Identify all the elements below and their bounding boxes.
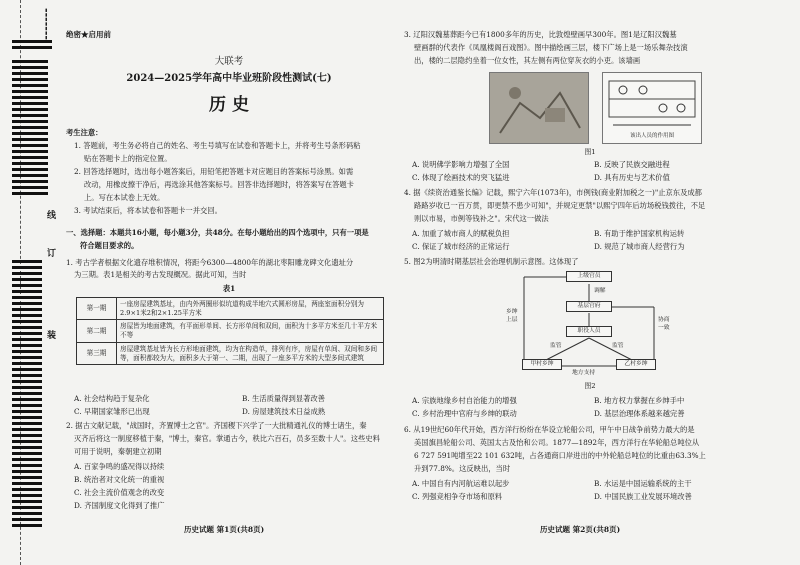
q1-stem: 为三期。表1是相关的考古发现概况。据此可知，当时 xyxy=(74,270,247,279)
barcode-bar xyxy=(12,332,42,335)
q2-option-c[interactable]: C. 社会主流价值观念的改变 xyxy=(74,488,165,497)
q3-option-c[interactable]: C. 体现了绘画技术的突飞猛进 xyxy=(412,173,510,182)
q6-option-b[interactable]: B. 水运是中国运输系统的主干 xyxy=(594,479,692,488)
q3-stem: 出，楼的二层隐约坐着一位女性，其左侧有两位穿灰衣的小吏。该墙画 xyxy=(414,56,641,65)
barcode-bar xyxy=(12,494,42,497)
barcode-bar xyxy=(12,380,42,383)
q4-option-c[interactable]: C. 保证了城市经济的正常运行 xyxy=(412,242,510,251)
barcode-bar xyxy=(12,290,42,293)
q2-stem: 2. 据古文献记载，"战国时，齐置博士之官"。齐国稷下兴学了一大批精通礼仪的博士诸生，秦 xyxy=(66,421,367,430)
q1-table-title: 表1 xyxy=(222,284,236,293)
barcode-bar xyxy=(12,350,42,353)
page-footer-right: 历史试题 第2页(共8页) xyxy=(540,525,621,534)
barcode-bar xyxy=(12,180,48,183)
seal-char-xian: 线 xyxy=(45,210,55,219)
barcode-bar xyxy=(12,524,42,527)
label-local-support: 地方支持 xyxy=(572,370,596,376)
mural-sketch-image xyxy=(603,73,701,133)
barcode-bar xyxy=(12,46,52,49)
q4-stem: 4. 据《续资治通鉴长编》记载，熙宁六年(1073年)，市例钱(商业附加税之一)"止京东及成都 xyxy=(404,188,702,197)
table-cell xyxy=(117,298,384,320)
barcode-bar xyxy=(12,422,42,425)
seal-char-ding: 订 xyxy=(45,248,55,257)
barcode-bar xyxy=(12,132,48,135)
barcode-bar xyxy=(12,320,42,323)
barcode-bar xyxy=(12,186,48,189)
barcode-bar xyxy=(12,476,42,479)
barcode-bar xyxy=(12,434,42,437)
q4-option-d[interactable]: D. 规范了城市商人经营行为 xyxy=(594,242,685,251)
q6-stem: 6. 从19世纪60年代开始，西方洋行纷纷在华设立轮船公司，甲午中日战争前势力最大的是 xyxy=(404,425,695,434)
barcode-bar xyxy=(12,440,42,443)
barcode-bar xyxy=(12,410,42,413)
barcode-bar xyxy=(12,488,42,491)
label-mediation: 调解 xyxy=(594,288,606,294)
q1-option-d[interactable]: D. 房屋建筑技术日益成熟 xyxy=(242,407,326,416)
barcode-bar xyxy=(12,78,48,81)
table-row xyxy=(77,298,384,320)
q2-option-b[interactable]: B. 统治者对文化统一的重视 xyxy=(74,475,165,484)
q4-stem: 则以市易，市例等钱补之"。宋代这一做法 xyxy=(414,214,549,223)
secret-label: 绝密★启用前 xyxy=(66,30,111,39)
label-gentry-upper: 乡绅上层 xyxy=(506,309,518,323)
q5-option-b[interactable]: B. 地方权力掌握在乡绅手中 xyxy=(594,396,685,405)
table-row xyxy=(77,342,384,364)
barcode-bar xyxy=(12,302,42,305)
q4-option-b[interactable]: B. 有助于维护国家机构运转 xyxy=(594,229,685,238)
barcode-bar xyxy=(12,482,42,485)
barcode-bar xyxy=(12,512,42,515)
barcode-bar xyxy=(12,374,42,377)
governance-diagram xyxy=(504,271,674,379)
barcode-bar xyxy=(12,138,48,141)
mural-photo xyxy=(489,72,589,144)
barcode-bar xyxy=(12,40,52,43)
q1-option-b[interactable]: B. 生活质量得到显著改善 xyxy=(242,394,325,403)
binding-mark: ------- xyxy=(40,8,53,40)
table-phase: 第二期 xyxy=(77,320,117,342)
note-line: 3. 考试结束后，将本试卷和答题卡一并交回。 xyxy=(74,206,222,215)
sketch-caption: 该出人员的作用图 xyxy=(629,132,674,139)
mural-image xyxy=(490,73,588,143)
q4-stem: 路路岁收已一百万贯，即更禁不患少可知"，并规定更禁"以熙宁四年后坊场税钱拨往，不足 xyxy=(414,201,706,210)
barcode-bar xyxy=(12,120,48,123)
barcode-bar xyxy=(12,162,48,165)
q5-option-a[interactable]: A. 宗族地缘乡村自治能力的增强 xyxy=(412,396,517,405)
barcode-bar xyxy=(12,392,42,395)
barcode-bar xyxy=(12,428,42,431)
barcode-bar xyxy=(12,96,48,99)
q5-option-c[interactable]: C. 乡村治理中官府与乡绅的联动 xyxy=(412,409,517,418)
q6-option-d[interactable]: D. 中国民族工业发展环境改善 xyxy=(594,492,692,501)
barcode-bar xyxy=(12,126,48,129)
exam-group: 大联考 xyxy=(214,56,244,67)
barcode-bar xyxy=(12,338,42,341)
barcode-bar xyxy=(12,464,42,467)
barcode-bar xyxy=(12,386,42,389)
barcode-bar xyxy=(12,458,42,461)
q6-stem: 升到77.8%。这反映出，当时 xyxy=(414,464,511,473)
cell-line: 不等 xyxy=(120,331,134,340)
barcode-bar xyxy=(12,90,48,93)
barcode-bar xyxy=(12,416,42,419)
q2-option-d[interactable]: D. 齐国制度文化得到了推广 xyxy=(74,501,165,510)
cell-line: 等，面积都较为大，面积多大于第一、二期，出现了一座多平方米的大型多间式建筑 xyxy=(120,353,364,362)
q2-stem: 灭齐后将这一制度移植于秦，"博士，秦官。掌通古今，秩比六百石，员多至数十人"。这些史料 xyxy=(74,434,380,443)
table-cell xyxy=(117,320,384,342)
page-1 xyxy=(66,0,392,565)
barcode-bar xyxy=(12,174,48,177)
q2-stem: 可用于说明，秦朝建立初期 xyxy=(74,447,162,456)
note-line: 贴在答题卡上的指定位置。 xyxy=(84,154,172,163)
q6-option-c[interactable]: C. 列强竞相争夺市场和原料 xyxy=(412,492,503,501)
binding-strip xyxy=(0,0,66,565)
barcode-bar xyxy=(12,114,48,117)
table-phase: 第一期 xyxy=(77,298,117,320)
note-line: 上。写在本试卷上无效。 xyxy=(84,193,165,202)
barcode-bar xyxy=(12,500,42,503)
table-phase: 第三期 xyxy=(77,342,117,364)
barcode-bar xyxy=(12,452,42,455)
q3-option-b[interactable]: B. 反映了民族交融进程 xyxy=(594,160,670,169)
node-superior-official: 上级官员 xyxy=(566,271,612,282)
q1-option-a[interactable]: A. 社会结构趋于复杂化 xyxy=(74,394,150,403)
barcode-bar xyxy=(12,72,48,75)
q3-option-a[interactable]: A. 说明佛学影响力增强了全国 xyxy=(412,160,510,169)
note-line: 改动，用橡皮擦干净后，再选涂其他答案标号。回答非选择题时，将答案写在答题卡 xyxy=(84,180,354,189)
barcode-bar xyxy=(12,84,48,87)
q5-stem: 5. 图2为明清时期基层社会治理机制示意图。这体现了 xyxy=(404,257,579,266)
barcode-bar xyxy=(12,144,48,147)
section-instruction: 符合题目要求的。 xyxy=(80,241,139,250)
q5-option-d[interactable]: D. 基层治理体系越来越完善 xyxy=(594,409,685,418)
q3-stem: 壁画群的代表作《凤凰楼阁百戏图》。图中描绘画三层，楼下广场上是一场乐舞杂技演 xyxy=(414,43,688,52)
seal-char-zhuang: 装 xyxy=(45,330,55,339)
table-row xyxy=(77,320,384,342)
barcode-bar xyxy=(12,506,42,509)
label-supervise-right: 监管 xyxy=(612,343,624,349)
node-service-staff: 职役人员 xyxy=(566,326,612,337)
barcode-bar xyxy=(12,356,42,359)
cell-line: 房屋皆为地面建筑，有平面形单间、长方形单间和双间，面积为十多平方米至几十平方米 xyxy=(120,322,378,331)
barcode-bar xyxy=(12,398,42,401)
barcode-bar xyxy=(12,308,42,311)
barcode-bar xyxy=(12,404,42,407)
barcode-bar xyxy=(12,260,42,263)
q1-option-c[interactable]: C. 早期国家雏形已出现 xyxy=(74,407,150,416)
barcode-bar xyxy=(12,284,42,287)
page-footer-left: 历史试题 第1页(共8页) xyxy=(184,525,265,534)
q6-stem: 6 727 591吨增至22 101 632吨，占各通商口岸进出的中外轮船总吨位的比重由63.3%上 xyxy=(414,451,706,460)
label-supervise-left: 监管 xyxy=(550,343,562,349)
q6-stem: 美国旗昌轮船公司、英国太古及怡和公司。1877—1892年，西方洋行在华轮船总吨位从 xyxy=(414,438,700,447)
barcode-bar xyxy=(12,344,42,347)
barcode-bar xyxy=(12,470,42,473)
barcode-bar xyxy=(12,108,48,111)
section-instruction: 一、选择题：本题共16小题，每小题3分，共48分。在每小题给出的四个选项中，只有一项是 xyxy=(66,228,369,237)
cell-line: 一座房屋建筑基址，由内外两圈形似坑道构成半地穴式圆形房屋，两座室面积分别为 xyxy=(120,300,364,308)
barcode-bar xyxy=(12,156,48,159)
cell-line: 房屋建筑基址皆为长方形地面建筑，均为在构造单，排列有序，房屋有单间、双间和多间 xyxy=(120,344,378,353)
q2-option-a[interactable]: A. 百家争鸣的盛况得以持续 xyxy=(74,462,165,471)
barcode-bar xyxy=(12,266,42,269)
q6-option-a[interactable]: A. 中国自有内河航运难以起步 xyxy=(412,479,510,488)
barcode-bar xyxy=(12,60,48,63)
barcode-bar xyxy=(12,314,42,317)
mural-sketch xyxy=(602,72,702,144)
barcode-bar xyxy=(12,446,42,449)
q1-stem: 1. 考古学者根据文化遗存堆积情况，将距今6300—4800年的湖北枣阳雕龙碑文化遗址分 xyxy=(66,258,354,267)
cell-line: 2.9×1米2和2×1.25平方米 xyxy=(120,308,202,317)
node-local-government: 基层官府 xyxy=(566,301,612,312)
note-line: 2. 回答选择题时，选出每小题答案后，用铅笔把答题卡对应题目的答案标号涂黑。如需 xyxy=(74,167,354,176)
barcode-bar xyxy=(12,278,42,281)
page-2 xyxy=(404,0,776,565)
q3-stem: 3. 辽阳汉魏墓葬距今已有1800多年的历史，比敦煌壁画早300年。图1是辽阳汉魏墓 xyxy=(404,30,677,39)
exam-title: 2024—2025学年高中毕业班阶段性测试(七) xyxy=(126,73,332,84)
barcode-bar xyxy=(12,102,48,105)
figure1-label: 图1 xyxy=(584,148,596,156)
subject-title: 历 史 xyxy=(209,95,249,115)
barcode-bar xyxy=(12,168,48,171)
barcode-bar xyxy=(12,66,48,69)
barcode-bar xyxy=(12,362,42,365)
note-line: 1. 答题前，考生务必将自己的姓名、考生号填写在试卷和答题卡上，并将考生号条形码粘 xyxy=(74,141,361,150)
barcode-bar xyxy=(12,272,42,275)
barcode-bar xyxy=(12,326,42,329)
barcode-bar xyxy=(12,368,42,371)
q3-option-d[interactable]: D. 具有历史与艺术价值 xyxy=(594,173,670,182)
barcode-bar xyxy=(12,150,48,153)
barcode-bar xyxy=(12,192,48,195)
node-village-a-gentry: 甲村乡绅 xyxy=(522,359,562,370)
barcode-bar xyxy=(12,296,42,299)
label-consensus: 协商一致 xyxy=(658,317,670,331)
barcode-bar xyxy=(12,518,42,521)
node-village-b-gentry: 乙村乡绅 xyxy=(616,359,656,370)
figure2-label: 图2 xyxy=(584,382,596,390)
table-cell xyxy=(117,342,384,364)
q1-table xyxy=(76,297,384,365)
q4-option-a[interactable]: A. 加重了城市商人的赋税负担 xyxy=(412,229,510,238)
notes-title: 考生注意： xyxy=(66,128,103,137)
